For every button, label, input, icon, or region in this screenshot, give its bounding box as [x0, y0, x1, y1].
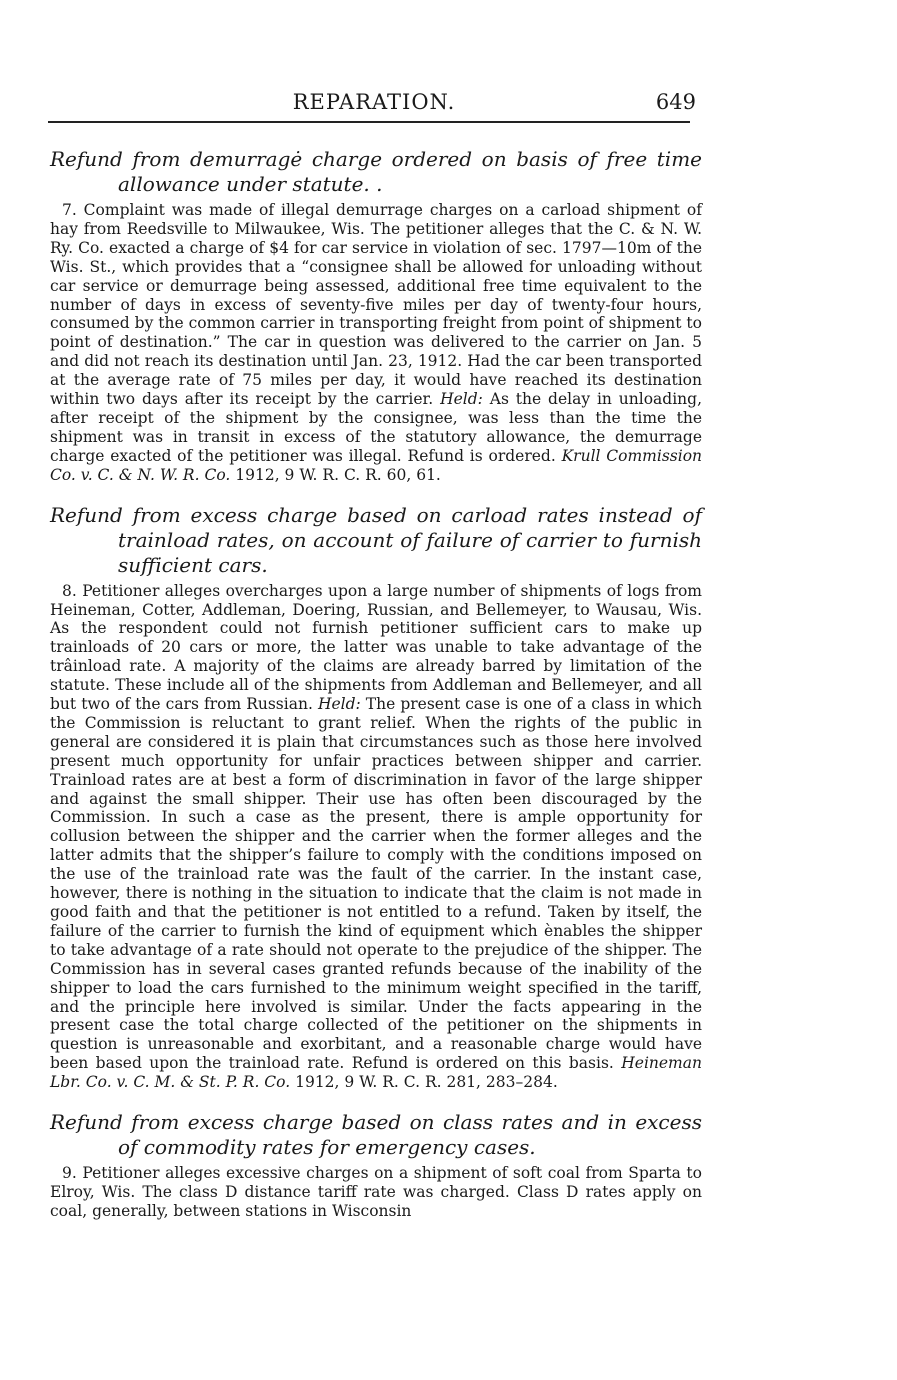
- running-title: REPARATION.: [292, 90, 456, 114]
- body-text: 8. Petitioner alleges overcharges upon a large number of shipments of logs from Heineman, Cotter, Addleman, Doering, Russian, and Bellemeyer, to Wausau, Wis. As the respondent could not furnish petitioner sufficient cars to make up trainloads of 20 cars or more, the latter was unable to take advantage of the trâinload rate. A majority of the claims are already barred by limitation of the statute. These include all of the shipments from Addleman and Bellemeyer, and all but two of the cars from Russian.: [50, 581, 702, 714]
- body-text: The present case is one of a class in which the Commission is reluctant to grant relief. When the rights of the public in general are considered it is plain that circumstances such as those here involved present much opportunity for unfair practices between shipper and carrier. Trainload rates are at best a form of discrimination in favor of the large shipper and against the small shipper. Their use has often been discouraged by the Commission. In such a case as the present, there is ample opportunity for collusion between the shipper and the carrier when the former alleges and the latter admits that the shipper’s failure to comply with the conditions imposed on the use of the trainload rate was the fault of the carrier. In the instant case, however, there is nothing in the situation to indicate that the claim is not made in good faith and that the petitioner is not entitled to a refund. Taken by itself, the failure of the carrier to furnish the kind of equipment which ènables the shipper to take advantage of a rate should not operate to the prejudice of the shipper. The Commission has in several cases granted refunds because of the inability of the shipper to load the cars furnished to the minimum weight specified in the tariff, and the principle here involved is similar. Under the facts appearing in the present case the total charge collected of the petitioner on the shipments in question is unreasonable and exorbitant, and a reasonable charge would have been based upon the trainload rate. Refund is ordered on this basis.: [50, 695, 702, 1073]
- section-body: [50, 201, 702, 485]
- section-heading: Refund from excess charge based on class rates and in excess of commodity rates for emergency cases.: [50, 1110, 702, 1160]
- held-label: Held:: [440, 390, 483, 409]
- body-text: 9. Petitioner alleges excessive charges on a shipment of soft coal from Sparta to Elroy, Wis. The class D distance tariff rate was charged. Class D rates apply on coal, generally, between stations in Wisconsin: [50, 1164, 702, 1220]
- held-label: Held:: [317, 695, 361, 714]
- header-rule: [48, 121, 690, 123]
- case-name: Krull Commission Co. v. C. & N. W. R. Co.: [50, 446, 703, 484]
- section-heading: Refund from excess charge based on carload rates instead of trainload rates, on account of failure of carrier to furnish sufficient cars.: [50, 502, 702, 577]
- section-body: [50, 582, 702, 1092]
- page-number: 649: [655, 90, 696, 114]
- case-name: Heineman Lbr. Co. v. C. M. & St. P. R. Co.: [50, 1054, 702, 1092]
- body-text: 7. Complaint was made of illegal demurrage charges on a carload shipment of hay from Reedsville to Milwaukee, Wis. The petitioner alleges that the C. & N. W. Ry. Co. exacted a charge of $4 for car service in violation of sec. 1797—10m of the Wis. St., which provides that a “consignee shall be allowed for unloading without car service or demurrage being assessed, additional free time equivalent to the number of days in excess of seventy-five miles per day of twenty-four hours, consumed by the common carrier in transporting freight from point of shipment to point of destination.” The car in question was delivered to the carrier on Jan. 5 and did not reach its destination until Jan. 23, 1912. Had the car been transported at the average rate of 75 miles per day, it would have reached its destination within two days after its receipt by the carrier.: [50, 201, 702, 409]
- case-citation: 1912, 9 W. R. C. R. 281, 283–284.: [295, 1073, 558, 1092]
- body-text: As the delay in unloading, after receipt of the shipment by the consignee, was less than the time the shipment was in transit in excess of the statutory allowance, the demurrage charge exacted of the petitioner was illegal. Refund is ordered.: [50, 390, 702, 465]
- section-9: [50, 1110, 702, 1221]
- section-heading: Refund from demurragė charge ordered on basis of free time allowance under statute. .: [50, 147, 702, 196]
- page-content: [50, 147, 702, 1221]
- section-7: [50, 147, 702, 485]
- case-citation: 1912, 9 W. R. C. R. 60, 61.: [235, 465, 441, 484]
- running-head: [48, 88, 700, 118]
- section-8: [50, 503, 702, 1092]
- section-body: [50, 1164, 702, 1221]
